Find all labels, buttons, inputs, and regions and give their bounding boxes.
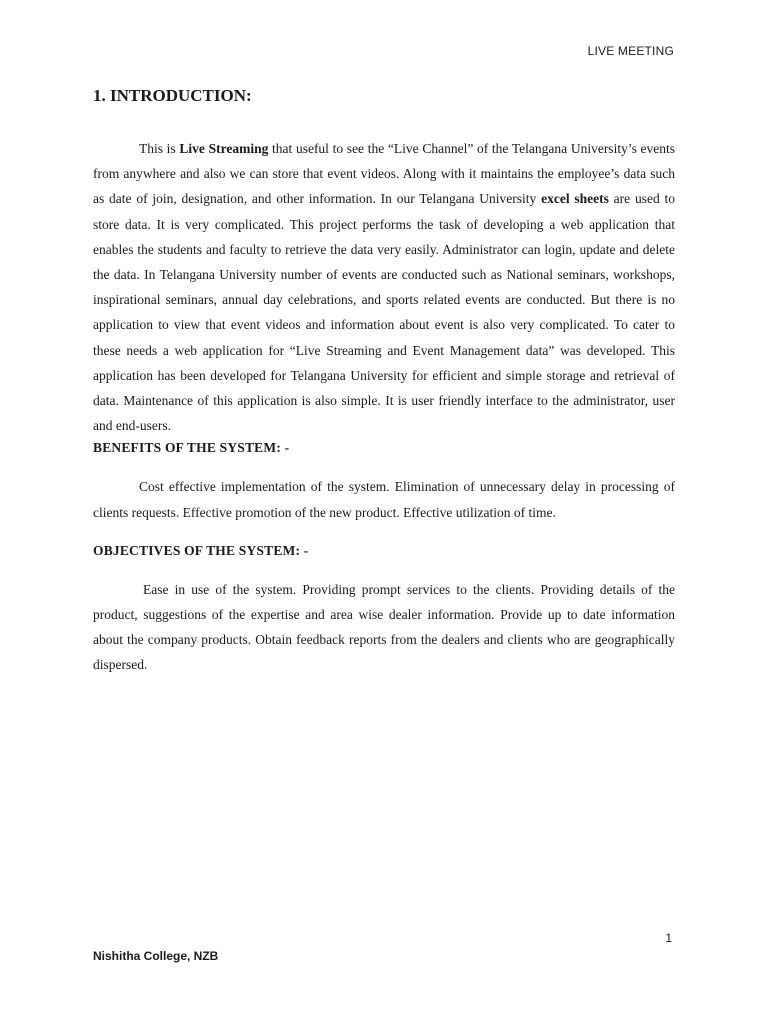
benefits-paragraph: Cost effective implementation of the system. Elimination of unnecessary delay in processing of clients requests. Effective promotion of the new product. Effective utilization of time. [93,479,675,520]
introduction-heading: 1. INTRODUCTION: [93,86,252,105]
intro-text-part-3: are used to store data. It is very complicated. This project performs the task of developing a web application that enables the students and faculty to retrieve the data very easily. Administrator can login, update and delete the data. In Telangana University number of events are conducted such as National seminars, workshops, inspirational seminars, annual day celebrations, and sports related events are conducted. But there is no application to view that event videos and information about event is also very complicated. To cater to these needs a web application for “Live Streaming and Event Management data” was developed. This application has been developed for Telangana University for efficient and simple storage and retrieval of data. Maintenance of this application is also simple. It is user friendly interface to the administrator, user and end-users. [93,191,675,434]
benefits-heading: BENEFITS OF THE SYSTEM: - [93,440,290,456]
page-content [93,86,675,678]
intro-text-part-1: This is [139,141,180,156]
intro-text-part-2: that useful to see the “Live Channel” of the Telangana University’s events from anywhere and also we can store that event videos. Along with it maintains the employee’s data such as date of join, designation, and other information. In our Telangana University [93,141,675,207]
objectives-heading: OBJECTIVES OF THE SYSTEM: - [93,542,309,558]
introduction-paragraph [93,136,675,438]
intro-bold-live-streaming: Live Streaming [179,141,269,156]
objectives-paragraph: Ease in use of the system. Providing prompt services to the clients. Providing details of the product, suggestions of the expertise and area wise dealer information. Provide up to date information about the company products. Obtain feedback reports from the dealers and clients who are geographically dispersed. [93,581,675,673]
running-header: LIVE MEETING [587,44,674,58]
running-footer: Nishitha College, NZB [93,949,219,963]
page-number: 1 [665,931,672,945]
intro-bold-excel-sheets: excel sheets [541,191,609,207]
